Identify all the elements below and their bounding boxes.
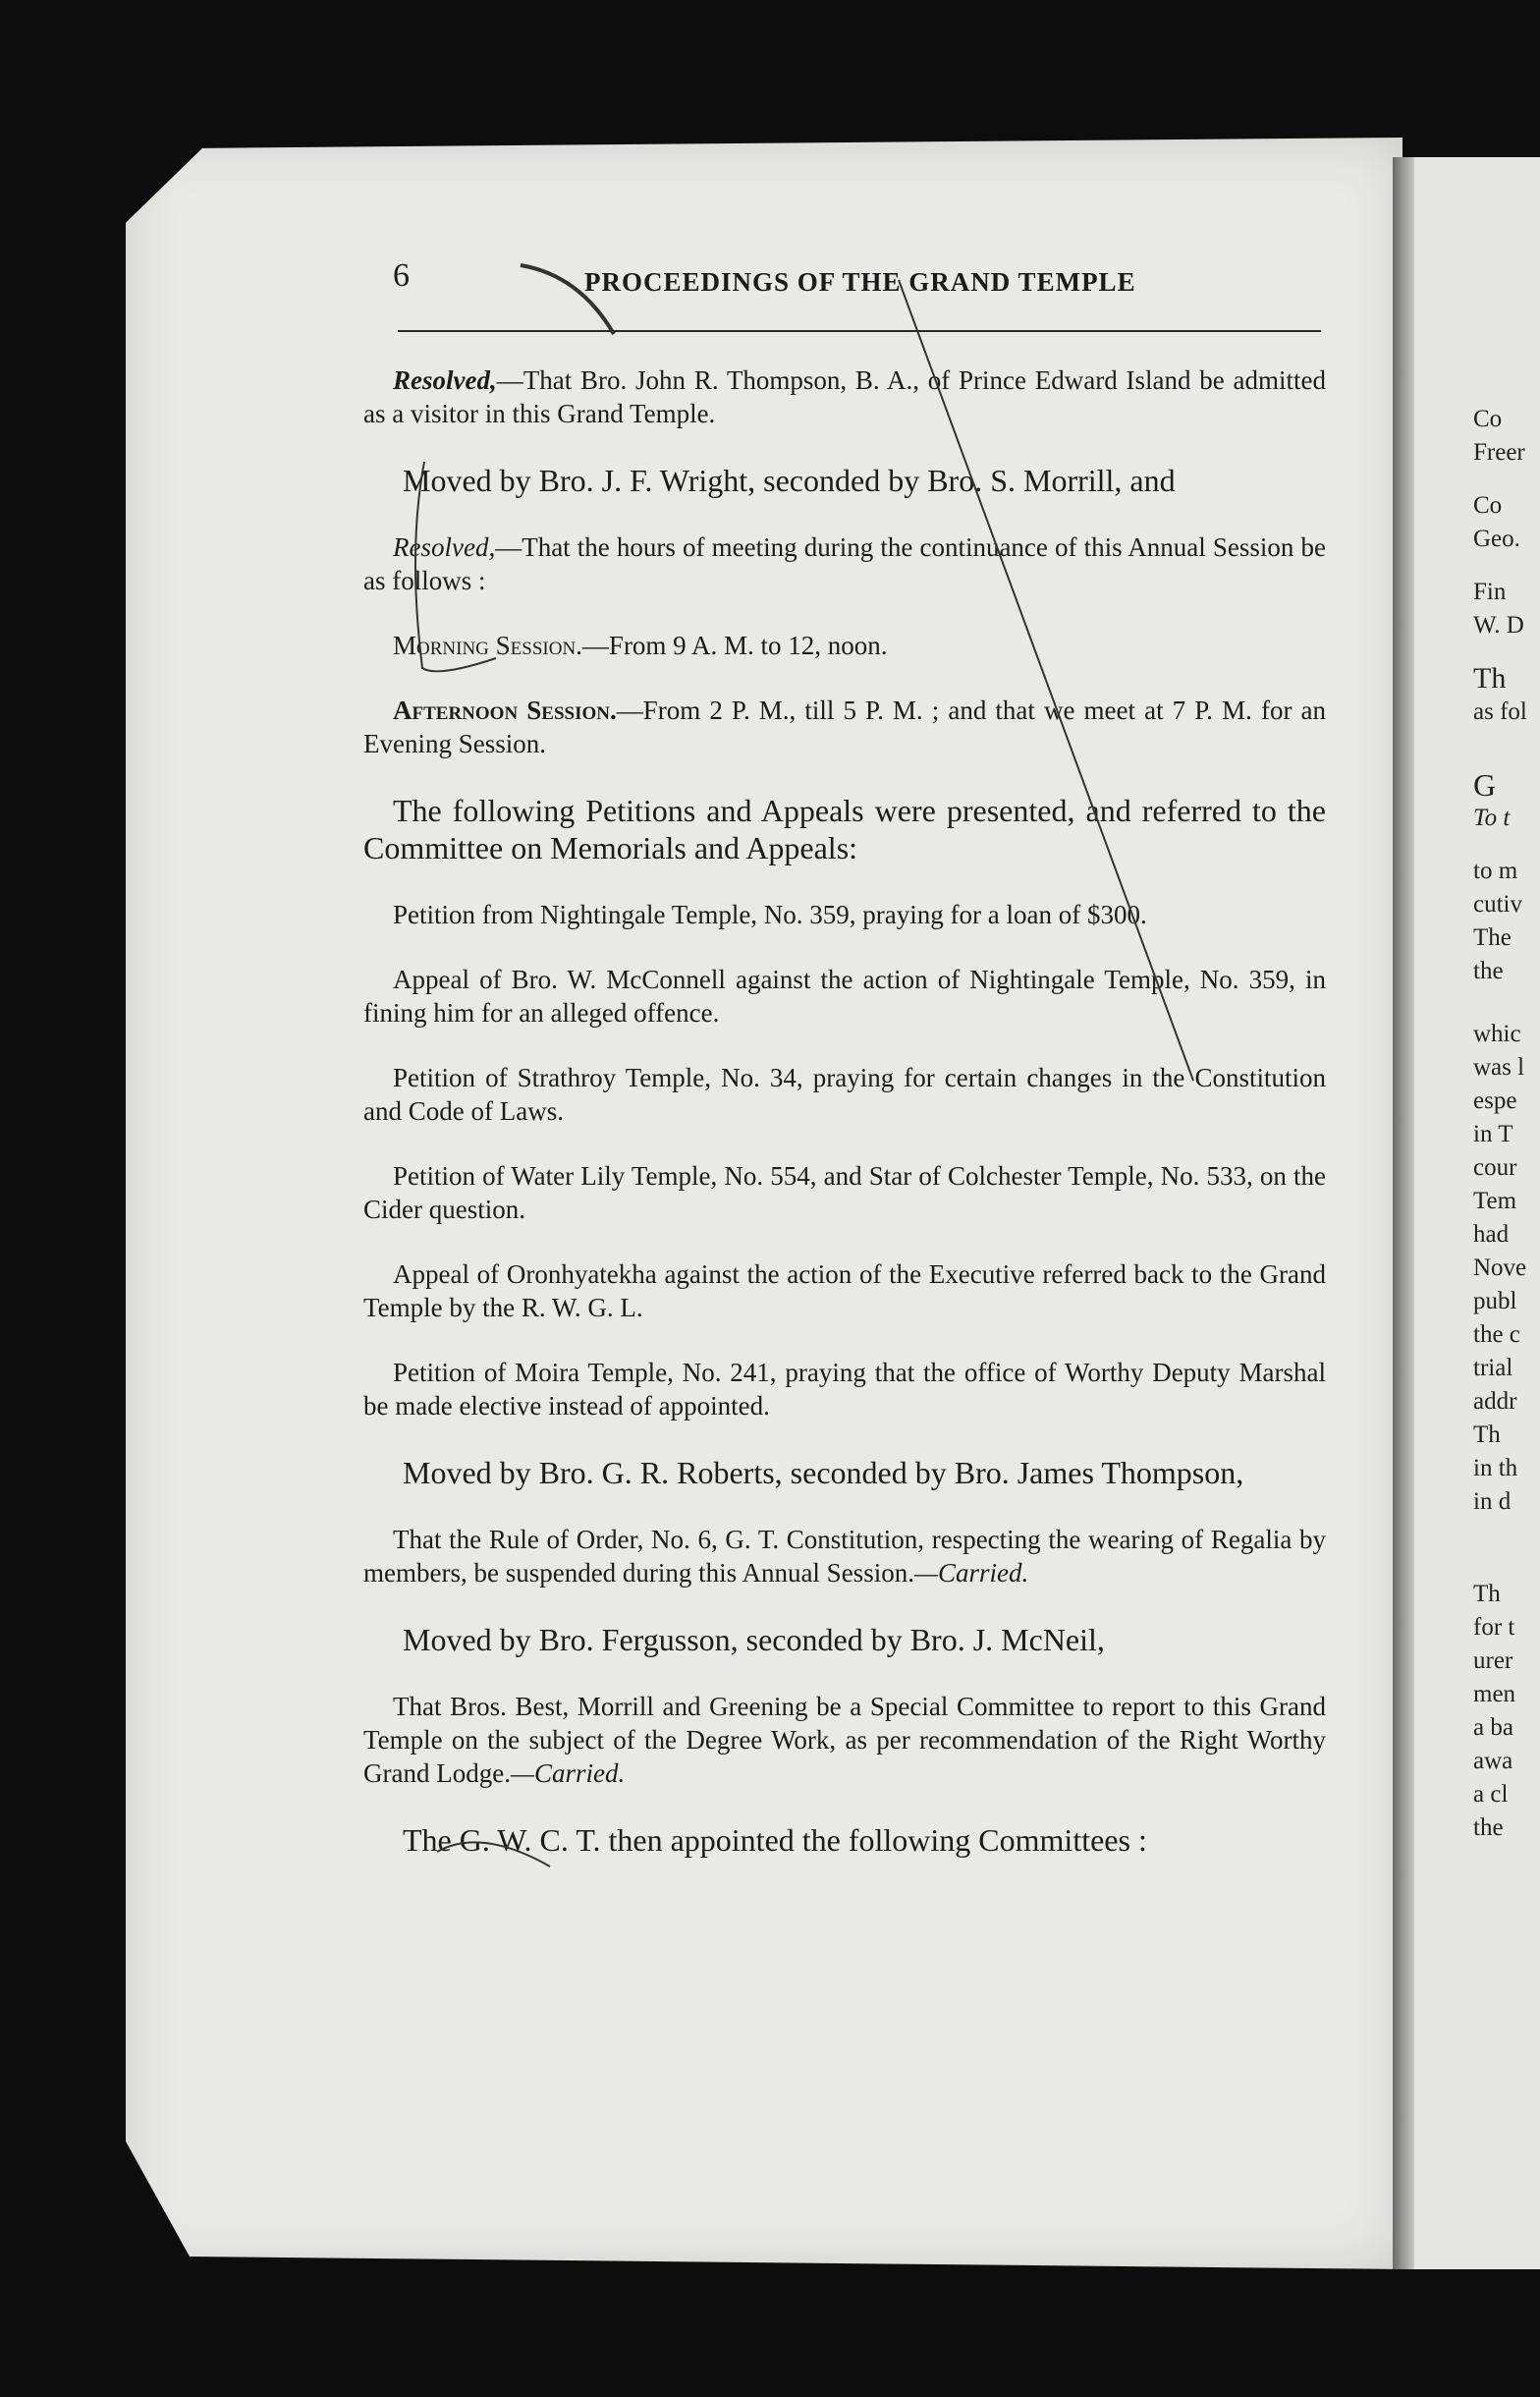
running-head: PROCEEDINGS OF THE GRAND TEMPLE: [584, 267, 1136, 297]
fragment: cutiv: [1473, 891, 1522, 918]
fragment: urer: [1473, 1647, 1513, 1674]
paragraph-afternoon-session: Afternoon Session.—From 2 P. M., till 5 P. M. ; and that we meet at 7 P. M. for an Evening Session.: [363, 696, 1327, 758]
pencil-underline-mark: [437, 1842, 550, 1867]
fragment: G: [1473, 767, 1497, 803]
fragment: the c: [1473, 1321, 1520, 1348]
fragment: men: [1473, 1681, 1516, 1707]
paragraph-resolved-visitor: Resolved,—That Bro. John R. Thompson, B. A., of Prince Edward Island be admitted as a visitor in this Grand Temple.: [363, 365, 1326, 428]
fragment: the: [1473, 958, 1504, 984]
fragment: the: [1473, 1814, 1504, 1841]
paragraph-rule-of-order: That the Rule of Order, No. 6, G. T. Constitution, respecting the wearing of Regalia by members, be suspended during this Annual Session.—Carried.: [363, 1525, 1326, 1588]
fragment: in d: [1473, 1488, 1512, 1515]
fragment: Th: [1473, 662, 1507, 695]
fragment: a cl: [1473, 1781, 1509, 1808]
fragment: Co: [1473, 406, 1503, 432]
paragraph-petition-moira: Petition of Moira Temple, No. 241, praying that the office of Worthy Deputy Marshal be made elective instead of appointed.: [363, 1358, 1326, 1421]
pencil-slash-mark: [899, 280, 1193, 1081]
paragraph-petition-water-lily: Petition of Water Lily Temple, No. 554, and Star of Colchester Temple, No. 533, on the Cider question.: [363, 1161, 1326, 1224]
fragment: to m: [1473, 858, 1518, 884]
fragment: for t: [1473, 1614, 1515, 1641]
paragraph-resolved-hours: Resolved,—That the hours of meeting during the continuance of this Annual Session be as follows :: [363, 532, 1326, 595]
paragraph-appeal-oronhyatekha: Appeal of Oronhyatekha against the action of the Executive referred back to the Grand Temple by the R. W. G. L.: [363, 1259, 1326, 1322]
fragment: Nove: [1473, 1254, 1527, 1281]
fragment: a ba: [1473, 1714, 1513, 1741]
paragraph-moved-fergusson: Moved by Bro. Fergusson, seconded by Bro. J. McNeil,: [403, 1622, 1105, 1657]
page-number: 6: [393, 257, 411, 294]
fragment: Th: [1473, 1581, 1501, 1607]
fragment: cour: [1473, 1154, 1517, 1181]
paragraph-moved-wright: Moved by Bro. J. F. Wright, seconded by Bro. S. Morrill, and: [403, 463, 1176, 498]
fragment: Co: [1473, 492, 1503, 519]
fragment: as fol: [1473, 698, 1527, 725]
fragment: was l: [1473, 1054, 1525, 1081]
fragment: The: [1473, 924, 1512, 951]
pencil-bracket-mark: [415, 462, 496, 671]
fragment: Th: [1473, 1421, 1501, 1448]
fragment: in T: [1473, 1121, 1513, 1147]
paragraph-moved-roberts: Moved by Bro. G. R. Roberts, seconded by Bro. James Thompson,: [403, 1455, 1244, 1490]
paragraph-special-committee: That Bros. Best, Morrill and Greening be a Special Committee to report to this Grand Temple on the subject of the Degree Work, as per recommendation of the Right Worthy Grand Lodge.—Carried.: [363, 1692, 1326, 1788]
fragment: W. D: [1473, 612, 1524, 639]
fragment: had: [1473, 1221, 1510, 1248]
fragment: Tem: [1473, 1188, 1517, 1214]
fragment: awa: [1473, 1748, 1513, 1774]
paragraph-petitions-intro: The following Petitions and Appeals were presented, and referred to the Committee on Memorials and Appeals:: [363, 793, 1326, 865]
fragment: Geo.: [1473, 526, 1520, 552]
fragment: espe: [1473, 1087, 1517, 1114]
fragment: whic: [1473, 1021, 1521, 1047]
fragment: To t: [1473, 805, 1511, 831]
fragment: Freer: [1473, 439, 1525, 466]
paragraph-petition-strathroy: Petition of Strathroy Temple, No. 34, praying for certain changes in the Constitution and Code of Laws.: [363, 1063, 1326, 1126]
fragment: Fin: [1473, 579, 1507, 605]
paragraph-petition-nightingale: Petition from Nightingale Temple, No. 359, praying for a loan of $300.: [393, 900, 1147, 929]
fragment: trial: [1473, 1355, 1513, 1381]
paragraph-morning-session: Morning Session.—From 9 A. M. to 12, noon.: [393, 631, 888, 660]
paragraph-appeal-mcconnell: Appeal of Bro. W. McConnell against the action of Nightingale Temple, No. 359, in fining him for an alleged offence.: [363, 965, 1326, 1028]
fragment: addr: [1473, 1388, 1517, 1415]
fragment: publ: [1473, 1288, 1517, 1314]
paragraph-committees-appointed: The G. W. C. T. then appointed the following Committees :: [403, 1822, 1147, 1858]
fragment: in th: [1473, 1455, 1518, 1481]
pencil-tick-mark: [521, 265, 614, 334]
